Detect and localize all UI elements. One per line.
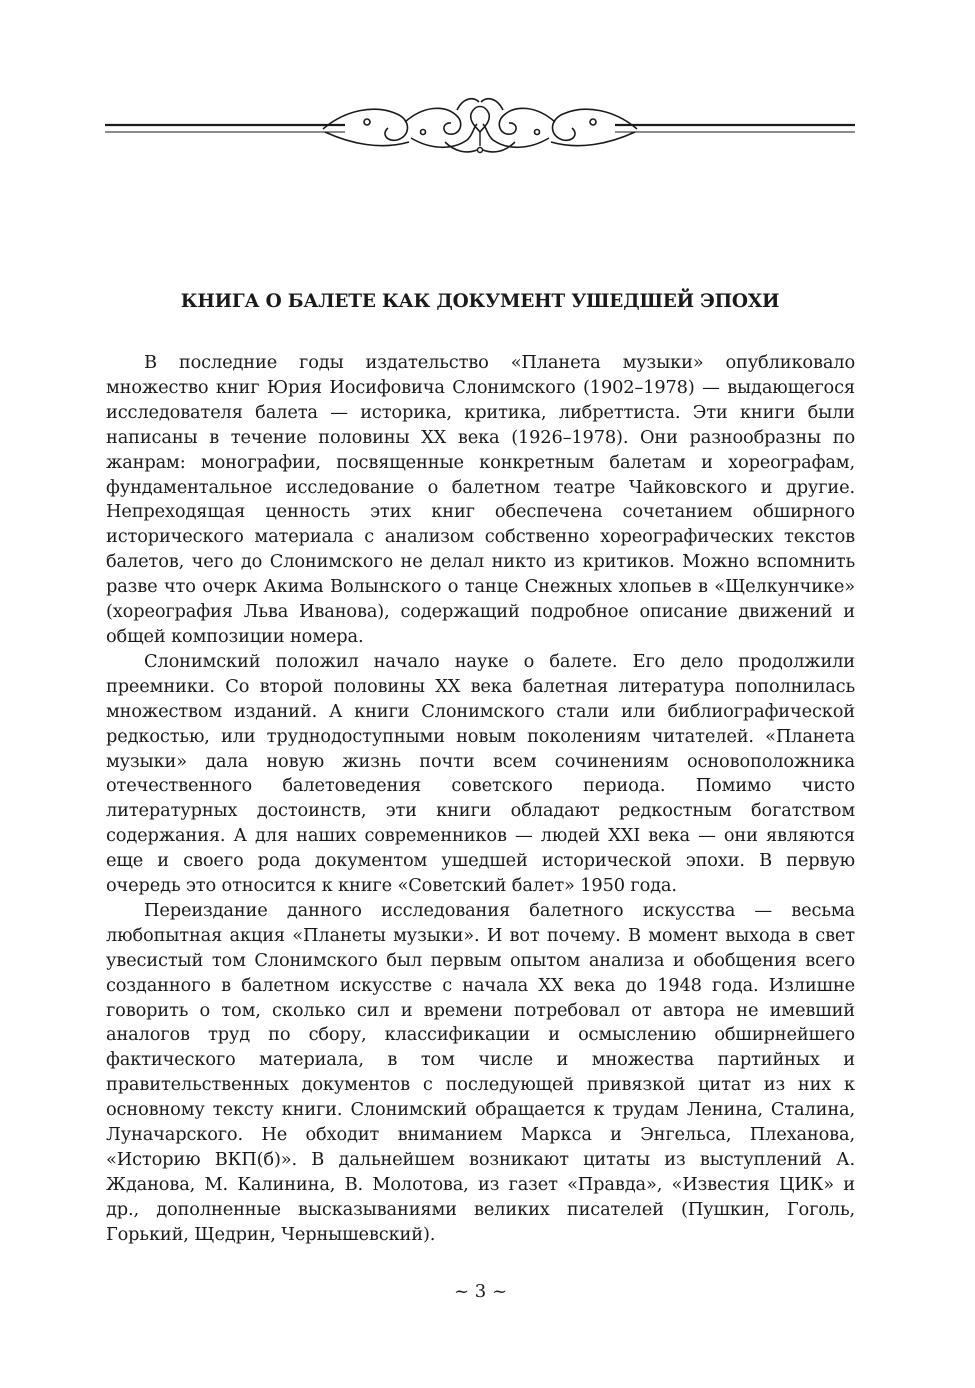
ornamental-divider-icon bbox=[105, 92, 855, 162]
page-number: ~ 3 ~ bbox=[453, 1281, 508, 1302]
page-title: КНИГА О БАЛЕТЕ КАК ДОКУМЕНТ УШЕДШЕЙ ЭПОХИ bbox=[180, 291, 780, 312]
paragraph: Переиздание данного исследования балетного искусства — весьма любопытная акция «Планеты музыки». И вот почему. В момент выхода в свет увесистый том Слонимского был первым опытом анализа и обобщения всего созданного в балетном искусстве с начала XX века до 1948 года. Излишне говорить о том, сколько сил и времени потребовал от автора не имевший аналогов труд по сбору, классификации и осмыслению обширнейшего фактического материала, в том числе и множества партийных и правительственных документов с последующей привязкой цитат из них к основному тексту книги. Слонимский обращается к трудам Ленина, Сталина, Луначарского. Не обходит вниманием Маркса и Энгельса, Плеханова, «Историю ВКП(б)». В дальнейшем возникают цитаты из выступлений А. Жданова, М. Калинина, В. Молотова, из газет «Правда», «Известия ЦИК» и др., дополненные высказываниями великих писателей (Пушкин, Гоголь, Горький, Щедрин, Чернышевский). bbox=[106, 899, 855, 1245]
paragraph: Слонимский положил начало науке о балете. Его дело продолжили преемники. Со второй половины XX века балетная литература пополнилась множеством изданий. А книги Слонимского стали или библиографической редкостью, или труднодоступными новым поколениям читателей. «Планета музыки» дала новую жизнь почти всем сочинениям основоположника отечественного балетоведения советского периода. Помимо чисто литературных достоинств, эти книги обладают редкостным богатством содержания. А для наших современников — людей XXI века — они являются еще и своего рода документом ушедшей исторической эпохи. В первую очередь это относится к книге «Советский балет» 1950 года. bbox=[106, 650, 855, 897]
body-text bbox=[106, 351, 855, 1248]
paragraph: В последние годы издательство «Планета музыки» опубликовало множество книг Юрия Иосифовича Слонимского (1902–1978) — выдающегося исследователя балета — историка, критика, либреттиста. Эти книги были написаны в течение половины XX века (1926–1978). Они разнообразны по жанрам: монографии, посвященные конкретным балетам и хореографам, фундаментальное исследование о балетном театре Чайковского и другие. Непреходящая ценность этих книг обеспечена сочетанием обширного исторического материала с анализом собственно хореографических текстов балетов, чего до Слонимского не делал никто из критиков. Можно вспомнить разве что очерк Акима Волынского о танце Снежных хлопьев в «Щелкунчике» (хореография Льва Иванова), содержащий подробное описание движений и общей композиции номера. bbox=[106, 352, 855, 647]
